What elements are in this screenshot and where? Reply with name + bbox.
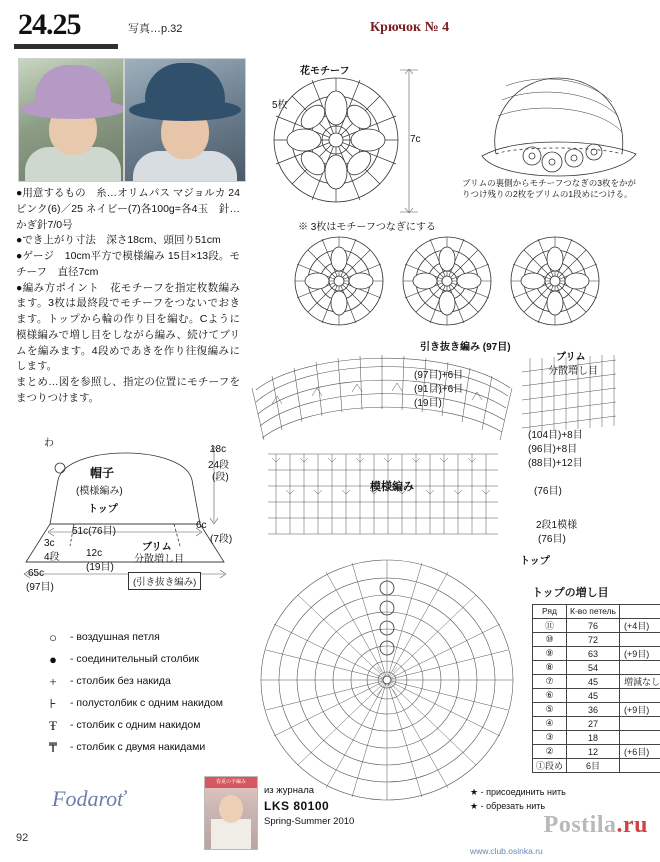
row-count: 63 <box>567 647 620 661</box>
table-row <box>533 745 660 759</box>
schema-19: (19目) <box>86 562 114 573</box>
legend-label: - столбик без накида <box>70 674 171 687</box>
page-title: 24.25 <box>18 8 81 41</box>
cover-face <box>219 795 243 823</box>
single-crochet-icon: + <box>49 673 57 689</box>
treble-crochet-icon: ₸ <box>48 739 58 755</box>
hat-purple-photo <box>18 58 124 182</box>
table-row <box>533 661 660 675</box>
col-row: Ряд <box>533 605 567 619</box>
row-note: (+6目) <box>620 745 660 759</box>
table-row <box>533 759 660 773</box>
brim-motif-placement-sketch <box>466 58 642 180</box>
schema-12c: 12c <box>86 548 103 559</box>
motif-count: 5枚 <box>272 100 288 111</box>
schema-width-51: 51c(76目) <box>72 526 116 537</box>
watermark-brand <box>544 812 648 839</box>
purple-hat <box>35 65 111 111</box>
row-index: ⑪ <box>533 619 567 633</box>
row-index: ② <box>533 745 567 759</box>
joined-motif-2 <box>396 230 498 332</box>
flower-motif-chart <box>262 66 410 214</box>
schema-3c: 3c <box>44 538 55 549</box>
chain-stitch-icon: ○ <box>49 629 57 645</box>
row-76b-label: (76目) <box>538 534 566 545</box>
row-note: (+9目) <box>620 703 660 717</box>
row-count: 72 <box>567 633 620 647</box>
row-count: 45 <box>567 675 620 689</box>
row-count: 54 <box>567 661 620 675</box>
legend-item <box>40 648 310 670</box>
row-index: ③ <box>533 731 567 745</box>
table-row <box>533 717 660 731</box>
legend-label: - соединительный столбик <box>70 652 199 665</box>
row-note: 増減なし <box>620 675 660 689</box>
brim-label: ブリム <box>556 352 586 363</box>
brim-placement-note: ブリムの裏側からモチーフつなぎの3枚をかがりつけ残りの2枚をブリムの1段めにつける。 <box>462 178 636 200</box>
motif-join-note: ※ 3枚はモチーフつなぎにする <box>298 222 436 233</box>
half-double-crochet-icon: ⊦ <box>49 695 57 711</box>
cover-body <box>211 819 251 849</box>
watermark-name: Postila <box>543 812 617 838</box>
col-note <box>620 605 660 619</box>
instructions-block <box>16 186 240 407</box>
brim-dec-label: 分散増し目 <box>548 366 598 377</box>
magazine-credit <box>264 784 354 829</box>
row-count: 45 <box>567 689 620 703</box>
legend-item <box>40 692 310 714</box>
row-index: ①段め <box>533 759 567 773</box>
schema-rows-unit: (段) <box>212 472 229 483</box>
row-index: ⑦ <box>533 675 567 689</box>
row-index: ⑨ <box>533 647 567 661</box>
slip-stitch-icon: ● <box>49 651 57 667</box>
motif-size-arrow <box>398 66 420 216</box>
pull-through-label: 引き抜き編み (97目) <box>420 342 511 353</box>
magazine-season: Spring-Summer 2010 <box>264 816 355 828</box>
schema-top-label: トップ <box>88 504 118 515</box>
pattern-label: 模様編み <box>370 481 414 493</box>
legend-item <box>40 714 310 736</box>
brim-stitch-chart <box>246 344 526 544</box>
row-note <box>620 731 660 745</box>
col-count: К-во петель <box>567 605 620 619</box>
magazine-from: из журнала <box>264 785 315 796</box>
schema-depth: 18c <box>210 444 227 455</box>
row-count: 12 <box>567 745 620 759</box>
legend-item <box>40 736 310 758</box>
row-index: ⑤ <box>533 703 567 717</box>
table-row <box>533 633 660 647</box>
row-note <box>620 717 660 731</box>
joined-motif-3 <box>504 230 606 332</box>
title-rule <box>14 44 118 49</box>
legend-item <box>40 670 310 692</box>
increase-table <box>532 604 660 773</box>
double-crochet-icon: Ŧ <box>49 717 57 733</box>
schema-brim-dec: 分散増し目 <box>134 554 184 565</box>
table-header-row <box>533 605 660 619</box>
instruction-size: ●でき上がり寸法 深さ18cm、頭回り51cm <box>16 234 221 247</box>
magazine-cover-thumbnail <box>204 776 258 850</box>
instruction-method: ●編み方ポイント 花モチーフを指定枚数編みます。3枚は最終段でモチーフをつないでおきます。トップから輪の作り目を編む。Cように模様編みで増し目をしながら編み、続けてブリムを編みます。4段めであきを作り往復編みにします。 <box>16 281 240 373</box>
row-count: 36 <box>567 703 620 717</box>
schema-brim-label: ブリム <box>142 542 172 553</box>
cover-band-text: 春夏の手編み <box>205 777 257 788</box>
row-index: ④ <box>533 717 567 731</box>
navy-hat <box>145 63 225 111</box>
row-note: (+9目) <box>620 647 660 661</box>
table-row <box>533 703 660 717</box>
schema-65c: 65c <box>28 568 45 579</box>
schema-wa-mark: わ <box>44 438 54 449</box>
increase-table-title: トップの増し目 <box>532 587 609 599</box>
table-row <box>533 619 660 633</box>
schema-6c: 6c <box>196 520 207 531</box>
table-row <box>533 731 660 745</box>
row-19-label: (19目) <box>414 398 442 409</box>
schema-97: (97目) <box>26 582 54 593</box>
row-96-label: (96目)+8目 <box>528 444 578 455</box>
row-88-label: (88目)+12目 <box>528 458 583 469</box>
instruction-materials: ●用意するもの 糸…オリムパス マジョルカ 24 ピンク(6)／25 ネイビー(7)各100g=各4玉 針…かぎ針7/0号 <box>16 187 240 231</box>
brand-logo: Fodaroť <box>52 786 126 811</box>
photo-reference: 写真…p.32 <box>128 23 183 35</box>
legend-label: - столбик с одним накидом <box>70 718 201 731</box>
magazine-code: LKS 80100 <box>264 798 330 813</box>
motif-title: 花モチーフ <box>300 66 350 77</box>
row-note: (+4目) <box>620 619 660 633</box>
row-index: ⑥ <box>533 689 567 703</box>
row-note <box>620 633 660 647</box>
motif-size: 7c <box>410 134 421 145</box>
row-count: 6目 <box>567 759 620 773</box>
row-note <box>620 759 660 773</box>
page-number: 92 <box>16 832 29 844</box>
schema-rows: 24段 <box>208 460 230 471</box>
row-104-label: (104目)+8目 <box>528 430 583 441</box>
instruction-finishing: まとめ…図を参照し、指定の位置にモチーフをまつりつけます。 <box>16 376 240 404</box>
schema-7rows: (7段) <box>210 534 233 545</box>
legend-label: - столбик с двумя накидами <box>70 740 206 753</box>
instruction-gauge: ●ゲージ 10cm平方で模様編み 15目×13段。モチーフ 直径7cm <box>16 250 240 278</box>
row-76-label: (76目) <box>534 486 562 497</box>
table-row <box>533 689 660 703</box>
schema-title: 帽子 <box>90 466 115 480</box>
joined-motif-1 <box>288 230 390 332</box>
row-note <box>620 661 660 675</box>
stitch-legend <box>40 626 310 758</box>
repeat-label: 2段1模様 <box>536 520 578 531</box>
watermark-tld: .ru <box>616 812 648 838</box>
schema-4rows: 4段 <box>44 552 60 563</box>
row-count: 76 <box>567 619 620 633</box>
row-91-label: (91目)+6目 <box>414 384 464 395</box>
row-count: 18 <box>567 731 620 745</box>
row-97-label: (97目)+6目 <box>414 370 464 381</box>
legend-item <box>40 626 310 648</box>
top-label: トップ <box>520 556 550 567</box>
cut-yarn-note: ★ - обрезать нить <box>470 800 546 811</box>
russian-symbol-note <box>470 786 566 813</box>
legend-label: - воздушная петля <box>70 630 160 643</box>
row-note <box>620 689 660 703</box>
row-index: ⑧ <box>533 661 567 675</box>
site-url: www.club.osinka.ru <box>470 846 543 856</box>
table-row <box>533 647 660 661</box>
legend-label: - полустолбик с одним накидом <box>70 696 224 709</box>
schema-subtitle: (模様編み) <box>76 486 123 497</box>
row-count: 27 <box>567 717 620 731</box>
hook-size-label: Крючок № 4 <box>370 20 450 35</box>
schema-pull-label: (引き抜き編み) <box>128 572 201 590</box>
row-index: ⑩ <box>533 633 567 647</box>
table-row <box>533 675 660 689</box>
attach-yarn-note: ★ - присоединить нить <box>470 787 566 797</box>
hat-navy-photo <box>124 58 246 182</box>
